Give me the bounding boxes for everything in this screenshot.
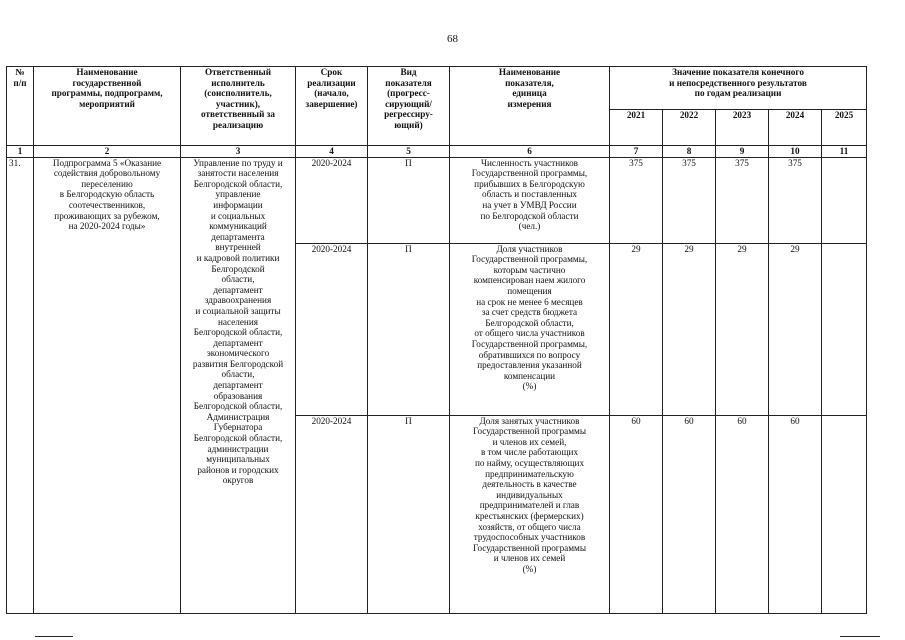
column-number: 7	[610, 146, 663, 158]
indicator-value-2025	[822, 157, 867, 243]
indicator-value-2025	[822, 415, 867, 613]
column-number: 9	[716, 146, 769, 158]
indicator-name: Доля участников Государственной программы, которым частично компенсирован наем жилого помещения на срок не менее 6 месяцев за счет средств бюджета Белгородской области, от общего числа участников Государственной программы, обратившихся по вопросу предоставления указанной компенсации (%)	[450, 243, 610, 415]
column-number: 6	[450, 146, 610, 158]
indicator-term: 2020-2024	[296, 415, 368, 613]
indicator-value-2025	[822, 243, 867, 415]
subprogram-name: Подпрограмма 5 «Оказание содействия добровольному переселению в Белгородскую область соотечественников, проживающих за рубежом, на 2020-2024 годы»	[34, 157, 181, 613]
indicator-value-2023: 375	[716, 157, 769, 243]
indicator-value-2022: 60	[663, 415, 716, 613]
indicator-value-2021: 375	[610, 157, 663, 243]
indicator-value-2022: 375	[663, 157, 716, 243]
header-year-2022: 2022	[663, 110, 716, 146]
column-number: 2	[34, 146, 181, 158]
indicator-kind: П	[368, 157, 450, 243]
indicator-name: Доля занятых участников Государственной программы и членов их семей, в том числе работающих по найму, осуществляющих предпринимательскую деятельность в качестве индивидуальных предпринимателей и глав крестьянских (фермерских) хозяйств, от общего числа трудоспособных участников Государственной программы и членов их семей (%)	[450, 415, 610, 613]
indicator-value-2024: 375	[769, 157, 822, 243]
column-number: 11	[822, 146, 867, 158]
header-kind: Вид показателя (прогресс- сирующий/ регрессиру- ющий)	[368, 67, 450, 146]
indicator-kind: П	[368, 415, 450, 613]
indicator-value-2021: 29	[610, 243, 663, 415]
header-year-2021: 2021	[610, 110, 663, 146]
indicator-term: 2020-2024	[296, 157, 368, 243]
column-number: 8	[663, 146, 716, 158]
scan-artifact-right	[840, 636, 880, 637]
indicator-value-2024: 29	[769, 243, 822, 415]
table-row	[7, 157, 867, 243]
header-term: Срок реализации (начало, завершение)	[296, 67, 368, 146]
indicator-value-2022: 29	[663, 243, 716, 415]
header-year-2025: 2025	[822, 110, 867, 146]
header-responsible: Ответственный исполнитель (соисполнитель, участник), ответственный за реализацию	[181, 67, 296, 146]
indicator-term: 2020-2024	[296, 243, 368, 415]
header-indicator: Наименование показателя, единица измерения	[450, 67, 610, 146]
indicator-value-2023: 29	[716, 243, 769, 415]
header-name: Наименование государственной программы, подпрограмм, мероприятий	[34, 67, 181, 146]
header-num: № п/п	[7, 67, 34, 146]
header-year-2023: 2023	[716, 110, 769, 146]
indicator-name: Численность участников Государственной программы, прибывших в Белгородскую область и поставленных на учет в УМВД России по Белгородской области (чел.)	[450, 157, 610, 243]
page-number: 68	[447, 33, 458, 45]
header-values-group: Значение показателя конечного и непосредственного результатов по годам реализации	[610, 67, 867, 110]
column-number: 10	[769, 146, 822, 158]
column-number: 3	[181, 146, 296, 158]
scan-artifact-left	[35, 636, 73, 637]
responsible-executors: Управление по труду и занятости населения Белгородской области, управление информации и социальных коммуникаций департамента внутренней и кадровой политики Белгородской области, департамент здравоохранения и социальной защиты населения Белгородской области, департамент экономического развития Белгородской области, департамент образования Белгородской области, Администрация Губернатора Белгородской области, администрации муниципальных районов и городских округов	[181, 157, 296, 613]
header-row	[7, 67, 867, 110]
indicator-value-2024: 60	[769, 415, 822, 613]
column-number: 5	[368, 146, 450, 158]
header-year-2024: 2024	[769, 110, 822, 146]
column-number-row	[7, 146, 867, 158]
indicator-value-2021: 60	[610, 415, 663, 613]
indicator-table	[6, 66, 867, 614]
indicator-value-2023: 60	[716, 415, 769, 613]
indicator-kind: П	[368, 243, 450, 415]
column-number: 4	[296, 146, 368, 158]
column-number: 1	[7, 146, 34, 158]
row-number: 31.	[7, 157, 34, 613]
